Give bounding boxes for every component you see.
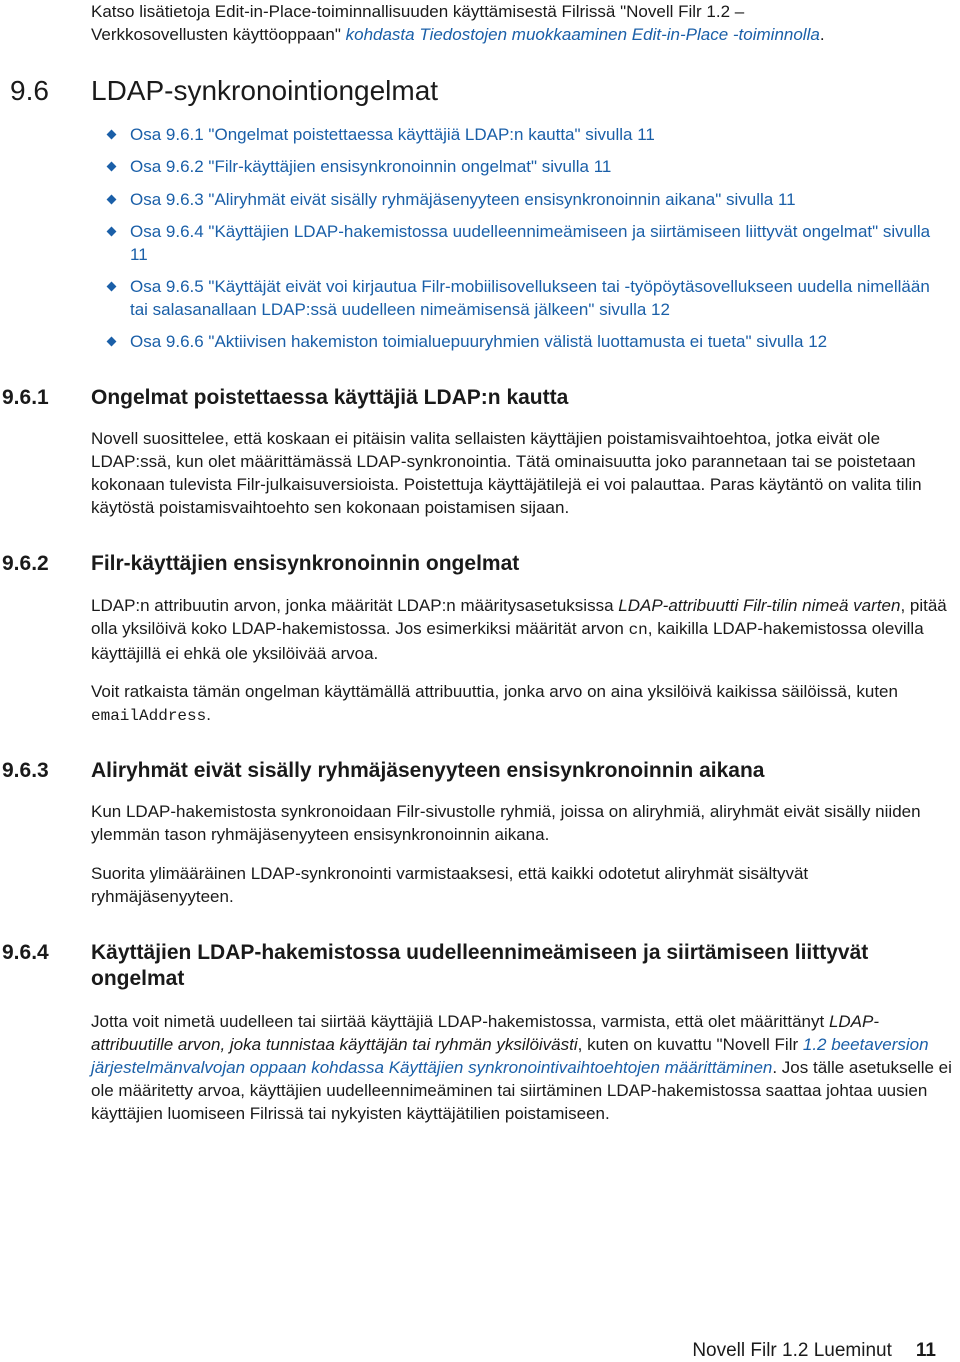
text: Jotta voit nimetä uudelleen tai siirtää käyttäjiä LDAP-hakemistossa, varmista, että olet määrittänyt (91, 1012, 829, 1031)
subsection-title: Käyttäjien LDAP-hakemistossa uudelleennimeämiseen ja siirtämiseen liittyvät ongelmat (91, 941, 869, 990)
subsection-number: 9.6.3 (2, 759, 49, 782)
subsection-number: 9.6.4 (2, 941, 49, 964)
footer-title: Novell Filr 1.2 Lueminut (692, 1340, 892, 1361)
bullet-icon (107, 337, 117, 347)
paragraph-962-2 (91, 680, 953, 728)
guide-link[interactable]: 1.2 beetaversion järjestelmänvalvojan oppaan kohdassa Käyttäjien synkronointivaihtoehtojen määrittäminen (91, 1035, 929, 1077)
text: , kuten on kuvattu "Novell Filr (577, 1035, 803, 1054)
bullet-icon (107, 130, 117, 140)
paragraph-961: Novell suosittelee, että koskaan ei pitäisin valita sellaisten käyttäjien poistamisvaihtoehtoa, jotka eivät ole LDAP:ssä, kun olet määrittämässä LDAP-synkronointia. Tätä ominaisuutta joko parannetaan tai se poistetaan kokonaan tulevista Filr-julkaisuversioista. Poistettuja käyttäjätilejä ei voi palauttaa. Paras käytäntö on valita tilin käytöstä poistamisvaihtoehto sen kokonaan poistamisen sijaan. (91, 429, 922, 517)
text: Voit ratkaista tämän ongelman käyttämällä attribuuttia, jonka arvo on aina yksilöivä kaikissa säilöissä, kuten (91, 682, 898, 701)
bullet-icon (107, 162, 117, 172)
subsection-number: 9.6.2 (2, 552, 49, 575)
subsection-title: Filr-käyttäjien ensisynkronoinnin ongelmat (91, 552, 520, 575)
toc-item[interactable] (130, 220, 940, 266)
text: , kaikilla LDAP-hakemistossa olevilla käyttäjillä ei ehkä ole yksilöivää arvoa. (91, 619, 924, 663)
intro-paragraph (91, 0, 951, 46)
bullet-icon (107, 227, 117, 237)
intro-text: Verkkosovellusten käyttöoppaan" (91, 25, 341, 44)
code: cn (628, 621, 648, 639)
paragraph-963-1: Kun LDAP-hakemistosta synkronoidaan Filr-sivustolle ryhmiä, joissa on aliryhmiä, aliryhmät eivät sisälly niiden ylemmän tason ryhmäjäsenyyteen ensisynkronoinnin aikana. (91, 802, 921, 844)
paragraph-964 (91, 1010, 953, 1125)
toc-link[interactable]: Osa 9.6.4 "Käyttäjien LDAP-hakemistossa uudelleennimeämiseen ja siirtämiseen liittyvät ongelmat" sivulla 11 (130, 222, 931, 264)
code: emailAddress (91, 707, 207, 725)
section-title: LDAP-synkronointiongelmat (91, 75, 439, 106)
section-heading (0, 74, 960, 108)
toc-item[interactable] (130, 155, 940, 178)
text: . Jos tälle asetukselle ei ole määritetty arvoa, käyttäjien uudelleennimeäminen tai siirtäminen LDAP-hakemistossa saattaa johtaa uusien käyttäjien luomiseen Filrissä tai nykyisten käyttäjätilien poistamiseen. (91, 1058, 952, 1123)
toc-link[interactable]: Osa 9.6.1 "Ongelmat poistettaessa käyttäjiä LDAP:n kautta" sivulla 11 (130, 125, 655, 144)
intro-line-1: Katso lisätietoja Edit-in-Place-toiminnallisuuden käyttämisestä Filrissä "Novell Filr 1.2 – (91, 2, 745, 21)
toc-item[interactable] (130, 188, 940, 211)
bullet-icon (107, 282, 117, 292)
subsection-number: 9.6.1 (2, 386, 49, 409)
toc-item[interactable] (130, 275, 940, 321)
toc-item[interactable] (130, 330, 940, 353)
paragraph-962-1 (91, 594, 953, 665)
paragraph-963-2: Suorita ylimääräinen LDAP-synkronointi varmistaaksesi, että kaikki odotetut aliryhmät sisältyvät ryhmäjäsenyyteen. (91, 864, 809, 906)
text: . (206, 705, 211, 724)
section-number: 9.6 (10, 75, 49, 106)
bullet-icon (107, 195, 117, 205)
page-footer (692, 1340, 936, 1362)
page-number: 11 (915, 1340, 936, 1361)
toc-link[interactable]: Osa 9.6.5 "Käyttäjät eivät voi kirjautua Filr-mobiilisovellukseen tai -työpöytäsovellukseen uudella nimellään tai salasanallaan LDAP:ssä uudelleen nimeämisensä jälkeen" sivulla 12 (130, 277, 930, 319)
text: LDAP:n attribuutin arvon, jonka määrität LDAP:n määritysasetuksissa (91, 596, 619, 615)
intro-line-2 (91, 23, 951, 46)
toc-link[interactable]: Osa 9.6.2 "Filr-käyttäjien ensisynkronoinnin ongelmat" sivulla 11 (130, 157, 612, 176)
subsection-title: Aliryhmät eivät sisälly ryhmäjäsenyyteen ensisynkronoinnin aikana (91, 759, 765, 782)
subsection-title: Ongelmat poistettaessa käyttäjiä LDAP:n kautta (91, 386, 569, 409)
intro-link[interactable]: kohdasta Tiedostojen muokkaaminen Edit-in-Place -toiminnolla (345, 25, 820, 44)
toc-link[interactable]: Osa 9.6.6 "Aktiivisen hakemiston toimialuepuuryhmien välistä luottamusta ei tueta" sivulla 12 (130, 332, 828, 351)
intro-period: . (819, 25, 825, 44)
toc-item[interactable] (130, 123, 940, 146)
emphasis: LDAP-attribuutille arvon, joka tunnistaa käyttäjän tai ryhmän yksilöivästi (91, 1012, 880, 1054)
emphasis: LDAP-attribuutti Filr-tilin nimeä varten (618, 596, 901, 615)
text: , pitää olla yksilöivä koko LDAP-hakemistossa. Jos esimerkiksi määrität arvon (91, 596, 947, 638)
toc-link[interactable]: Osa 9.6.3 "Aliryhmät eivät sisälly ryhmäjäsenyyteen ensisynkronoinnin aikana" sivulla 11 (130, 190, 796, 209)
